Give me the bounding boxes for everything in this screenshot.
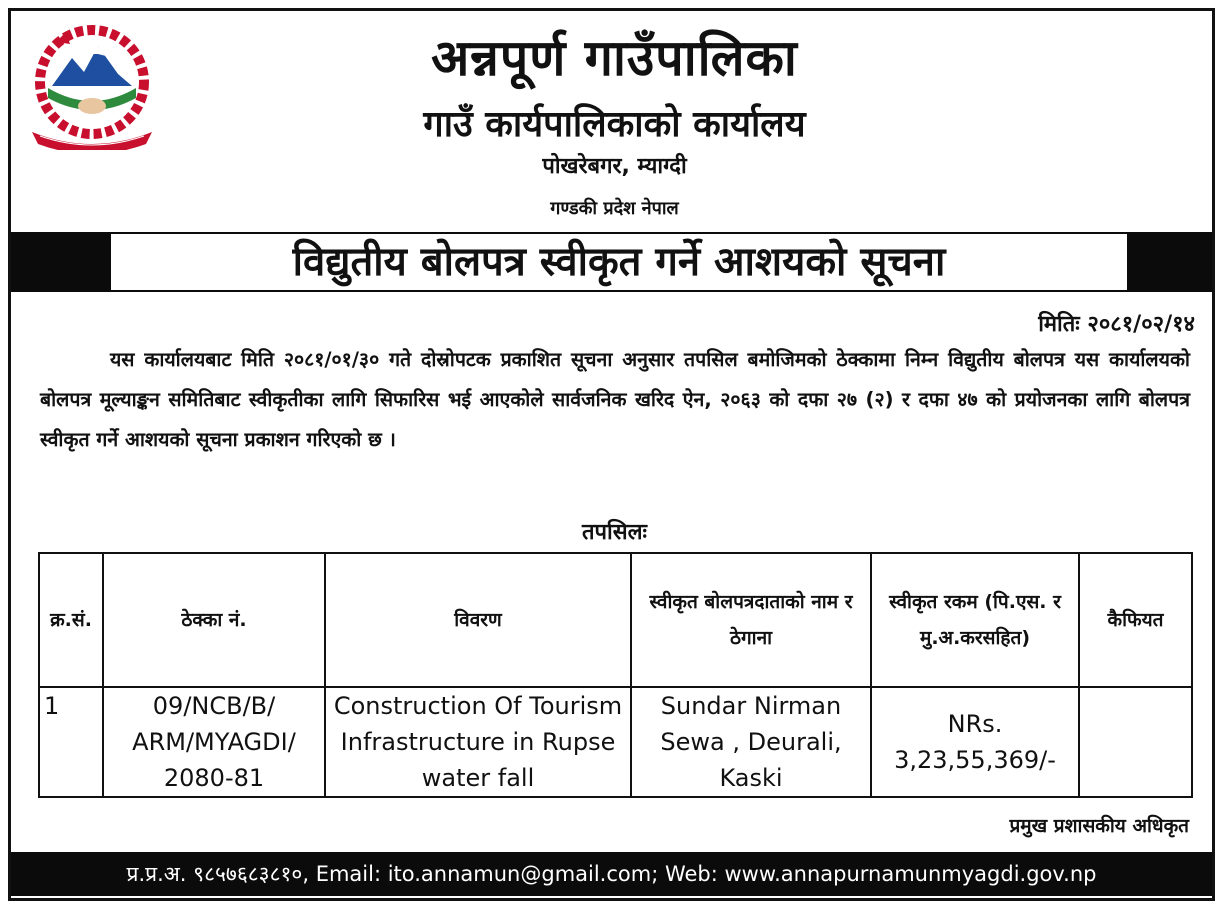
cell-description: Construction Of Tourism Infrastructure in Rupse water fall bbox=[325, 687, 631, 797]
header-bidder: स्वीकृत बोलपत्रदाताको नाम र ठेगाना bbox=[631, 553, 871, 687]
cell-bidder: Sundar Nirman Sewa , Deurali, Kaski bbox=[631, 687, 871, 797]
footer-contact: प्र.प्र.अ. ९८५७६८३८१०, Email: ito.annamun@gmail.com; Web: www.annapurnamunmyagdi.gov.np bbox=[11, 852, 1212, 896]
title-banner bbox=[11, 232, 1212, 292]
header-amount: स्वीकृत रकम (पि.एस. र मु.अ.करसहित) bbox=[871, 553, 1079, 687]
cell-remarks bbox=[1079, 687, 1192, 797]
office-address: पोखरेबगर, म्याग्दी bbox=[542, 154, 687, 179]
details-table bbox=[38, 552, 1193, 798]
cell-amount: NRs. 3,23,55,369/- bbox=[871, 687, 1079, 797]
cell-contract-no: 09/NCB/B/ ARM/MYAGDI/ 2080-81 bbox=[103, 687, 325, 797]
header-sn: क्र.सं. bbox=[39, 553, 103, 687]
province-line: गण्डकी प्रदेश नेपाल bbox=[550, 198, 679, 219]
notice-date: मितिः २०८१/०२/१४ bbox=[1038, 312, 1195, 337]
office-name: गाउँ कार्यपालिकाको कार्यालय bbox=[423, 104, 806, 145]
header-description: विवरण bbox=[325, 553, 631, 687]
table-row bbox=[39, 687, 1192, 797]
cell-sn: 1 bbox=[39, 687, 103, 797]
signatory-title: प्रमुख प्रशासकीय अधिकृत bbox=[1009, 815, 1189, 837]
notice-title: विद्युतीय बोलपत्र स्वीकृत गर्ने आशयको सूचना bbox=[111, 234, 1127, 290]
notice-body: यस कार्यालयबाट मिति २०८१/०१/३० गते दोस्रोपटक प्रकाशित सूचना अनुसार तपसिल बमोजिमको ठेक्कामा निम्न विद्युतीय बोलपत्र यस कार्यालयको बोलपत्र मूल्याङ्कन समितिबाट स्वीकृतीका लागि सिफारिस भई आएकोले सार्वजनिक खरिद ऐन, २०६३ को दफा २७ (२) र दफा ४७ को प्रयोजनका लागि बोलपत्र स्वीकृत गर्ने आशयको सूचना प्रकाशन गरिएको छ । bbox=[40, 348, 1190, 451]
table-header-row bbox=[39, 553, 1192, 687]
header-remarks: कैफियत bbox=[1079, 553, 1192, 687]
header-contract-no: ठेक्का नं. bbox=[103, 553, 325, 687]
org-name: अन्नपूर्ण गाउँपालिका bbox=[431, 29, 798, 87]
details-label: तपसिलः bbox=[582, 520, 647, 545]
